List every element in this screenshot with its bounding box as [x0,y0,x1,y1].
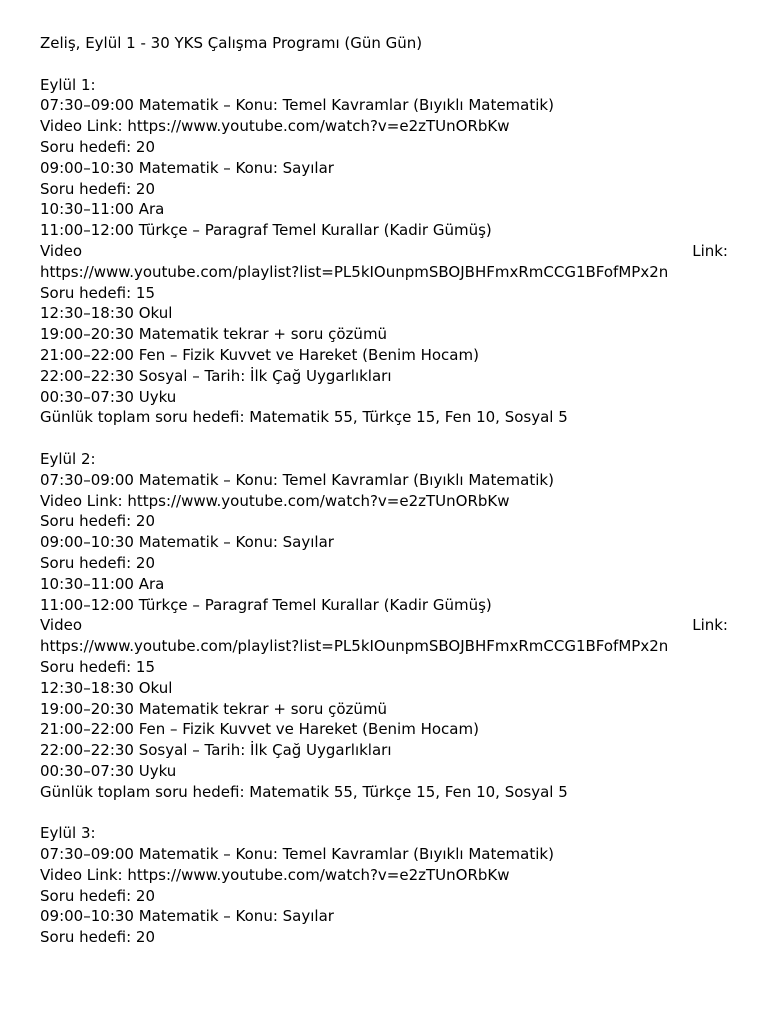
link-label: Link: [692,241,728,260]
math-review-slot: 19:00–20:30 Matematik tekrar + soru çözümü [40,699,388,718]
math-question-goal-2: Soru hedefi: 20 [40,553,155,572]
document-page [40,33,728,969]
math-topic-1: 07:30–09:00 Matematik – Konu: Temel Kavramlar (Bıyıklı Matematik) [40,470,554,489]
day-heading: Eylül 1: [40,75,96,94]
math-question-goal-1: Soru hedefi: 20 [40,137,155,156]
math-review-slot: 19:00–20:30 Matematik tekrar + soru çözümü [40,325,388,344]
math-topic-1: 07:30–09:00 Matematik – Konu: Temel Kavramlar (Bıyıklı Matematik) [40,96,554,115]
math-topic-1: 07:30–09:00 Matematik – Konu: Temel Kavramlar (Bıyıklı Matematik) [40,845,554,864]
math-video-link[interactable]: Video Link: https://www.youtube.com/watch?v=e2zTUnORbKw [40,117,510,136]
turkish-video-label-row [40,615,728,636]
sleep-slot: 00:30–07:30 Uyku [40,387,177,406]
science-slot: 21:00–22:00 Fen – Fizik Kuvvet ve Hareket (Benim Hocam) [40,720,479,739]
math-topic-2: 09:00–10:30 Matematik – Konu: Sayılar [40,907,334,926]
math-question-goal-2: Soru hedefi: 20 [40,179,155,198]
math-video-link[interactable]: Video Link: https://www.youtube.com/watch?v=e2zTUnORbKw [40,865,510,884]
science-slot: 21:00–22:00 Fen – Fizik Kuvvet ve Hareket (Benim Hocam) [40,345,479,364]
day-heading: Eylül 2: [40,449,96,468]
day-section-3 [40,823,728,948]
day-heading: Eylül 3: [40,824,96,843]
video-label: Video [40,241,83,260]
math-question-goal-1: Soru hedefi: 20 [40,886,155,905]
link-label: Link: [692,616,728,635]
daily-total: Günlük toplam soru hedefi: Matematik 55, Türkçe 15, Fen 10, Sosyal 5 [40,782,568,801]
math-topic-2: 09:00–10:30 Matematik – Konu: Sayılar [40,533,334,552]
turkish-question-goal: Soru hedefi: 15 [40,657,155,676]
break-slot: 10:30–11:00 Ara [40,200,165,219]
turkish-video-label-row [40,241,728,262]
school-slot: 12:30–18:30 Okul [40,304,173,323]
math-question-goal-1: Soru hedefi: 20 [40,512,155,531]
social-slot: 22:00–22:30 Sosyal – Tarih: İlk Çağ Uygarlıkları [40,741,392,760]
sleep-slot: 00:30–07:30 Uyku [40,761,177,780]
social-slot: 22:00–22:30 Sosyal – Tarih: İlk Çağ Uygarlıkları [40,366,392,385]
daily-total: Günlük toplam soru hedefi: Matematik 55, Türkçe 15, Fen 10, Sosyal 5 [40,408,568,427]
turkish-video-link[interactable]: https://www.youtube.com/playlist?list=PL5kIOunpmSBOJBHFmxRmCCG1BFofMPx2n [40,637,669,656]
day-section-1 [40,75,728,429]
math-question-goal-2: Soru hedefi: 20 [40,928,155,947]
math-topic-2: 09:00–10:30 Matematik – Konu: Sayılar [40,158,334,177]
school-slot: 12:30–18:30 Okul [40,678,173,697]
document-title: Zeliş, Eylül 1 - 30 YKS Çalışma Programı (Gün Gün) [40,34,423,52]
math-video-link[interactable]: Video Link: https://www.youtube.com/watch?v=e2zTUnORbKw [40,491,510,510]
break-slot: 10:30–11:00 Ara [40,574,165,593]
video-label: Video [40,616,83,635]
turkish-topic: 11:00–12:00 Türkçe – Paragraf Temel Kurallar (Kadir Gümüş) [40,221,492,240]
day-section-2 [40,449,728,803]
turkish-video-link[interactable]: https://www.youtube.com/playlist?list=PL5kIOunpmSBOJBHFmxRmCCG1BFofMPx2n [40,262,669,281]
turkish-question-goal: Soru hedefi: 15 [40,283,155,302]
turkish-topic: 11:00–12:00 Türkçe – Paragraf Temel Kurallar (Kadir Gümüş) [40,595,492,614]
